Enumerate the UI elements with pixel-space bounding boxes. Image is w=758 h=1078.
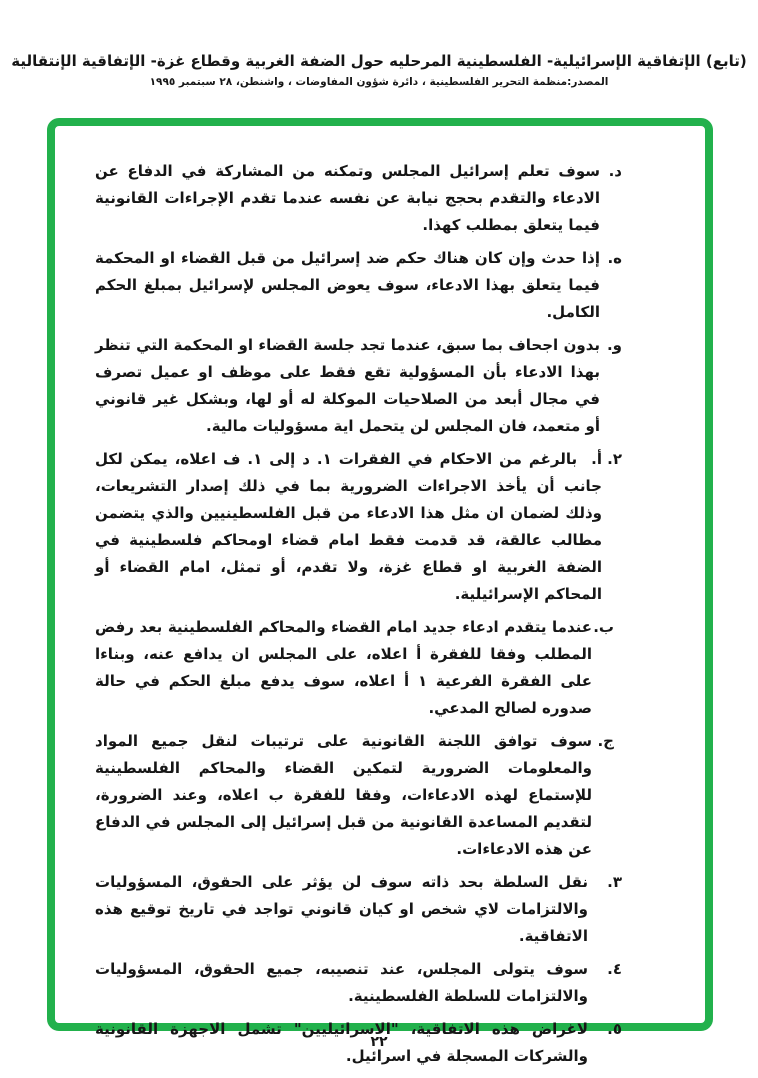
paragraph — [95, 614, 622, 722]
paragraph — [95, 245, 622, 326]
paragraph-text: لاغراض هذه الاتفاقية، "الاسرائيليين" تشمل الاجهزة القانونية والشركات المسجلة في اسرائيل. — [95, 1020, 588, 1065]
document-header — [0, 52, 758, 88]
paragraph — [95, 956, 622, 1010]
paragraph-marker: ٥. — [607, 1020, 622, 1038]
paragraph — [95, 728, 622, 863]
paragraph-text: عندما يتقدم ادعاء جديد امام القضاء والمحاكم الفلسطينية بعد رفض المطلب وفقا للفقرة أ اعلاه، على المجلس ان يدافع عنه، وبناءا على الفقرة الفرعية ١ أ اعلاه، سوف يدفع مبلغ الحكم في حالة صدوره لصالح المدعي. — [95, 618, 592, 717]
paragraph-marker: ٣. — [607, 873, 622, 891]
paragraph-marker: ٤. — [607, 960, 622, 978]
paragraph — [95, 158, 622, 239]
paragraph-marker: ه. — [607, 249, 622, 267]
document-title: (تابع) الإتفاقية الإسرائيلية- الفلسطينية المرحليه حول الضفة الغربية وقطاع غزة- الإتفاقية الإنتقالية — [11, 52, 747, 70]
paragraph-marker: ب. — [593, 618, 614, 636]
paragraph-text: سوف تعلم إسرائيل المجلس وتمكنه من المشاركة في الدفاع عن الادعاء والتقدم بحجج نيابة عن نفسه عندما تقدم الإجراءات القانونية فيما يتعلق بمطلب كهذا. — [95, 162, 600, 234]
paragraph-text: سوف يتولى المجلس، عند تنصيبه، جميع الحقوق، المسؤوليات والالتزامات للسلطة الفلسطينية. — [95, 960, 588, 1005]
paragraph-marker: و. — [606, 336, 622, 354]
page-number: ٢٢ — [370, 1034, 388, 1050]
paragraph — [95, 869, 622, 950]
paragraph — [95, 446, 622, 608]
paragraph-text: سوف توافق اللجنة القانونية على ترتيبات لنقل جميع المواد والمعلومات الضرورية لتمكين القضاء والمحاكم الفلسطينية للإستماع لهذه الادعاءات، وفقا للفقرة ب اعلاه، وعند الضرورة، لتقديم المساعدة القانونية من قبل إسرائيل إلى المجلس في الدفاع عن هذه الادعاءات. — [95, 732, 592, 858]
paragraph-text: أ. بالرغم من الاحكام في الفقرات ١. د إلى ١. ف اعلاه، يمكن لكل جانب أن يأخذ الاجراءات الضرورية بما في ذلك إصدار التشريعات، وذلك لضمان ان مثل هذا الادعاء من قبل الفلسطينيين والذي يتضمن مطالب عالقة، قد قدمت فقط امام قضاء اومحاكم فلسطينية في الضفة الغربية او قطاع غزة، ولا تقدم، أو تمثل، امام القضاء أو المحاكم الإسرائيلية. — [95, 450, 602, 603]
document-source-line: المصدر:منظمة التحرير الفلسطينية ، دائرة شؤون المفاوضات ، واشنطن، ٢٨ سبتمبر ١٩٩٥ — [149, 76, 609, 88]
document-body — [95, 158, 622, 1076]
paragraph-marker: ٢. — [607, 450, 622, 468]
paragraph-text: إذا حدث وإن كان هناك حكم ضد إسرائيل من قبل القضاء او المحكمة فيما يتعلق بهذا الادعاء، سوف يعوض المجلس لإسرائيل بمبلغ الحكم الكامل. — [95, 249, 600, 321]
paragraph-text: بدون اجحاف بما سبق، عندما تجد جلسة القضاء او المحكمة التي تنظر بهذا الادعاء بأن المسؤولية تقع فقط على موظف او عميل تصرف في مجال أبعد من الصلاحيات الموكلة له أو لها، وبشكل غير قانوني أو متعمد، فان المجلس لن يتحمل اية مسؤوليات مالية. — [95, 336, 600, 435]
paragraph-marker: د. — [608, 162, 622, 180]
paragraph — [95, 332, 622, 440]
paragraph-text: نقل السلطة بحد ذاته سوف لن يؤثر على الحقوق، المسؤوليات والالتزامات لاي شخص او كيان قانوني تواجد في تاريخ توقيع هذه الاتفاقية. — [95, 873, 588, 945]
paragraph-marker: ج. — [597, 732, 614, 750]
